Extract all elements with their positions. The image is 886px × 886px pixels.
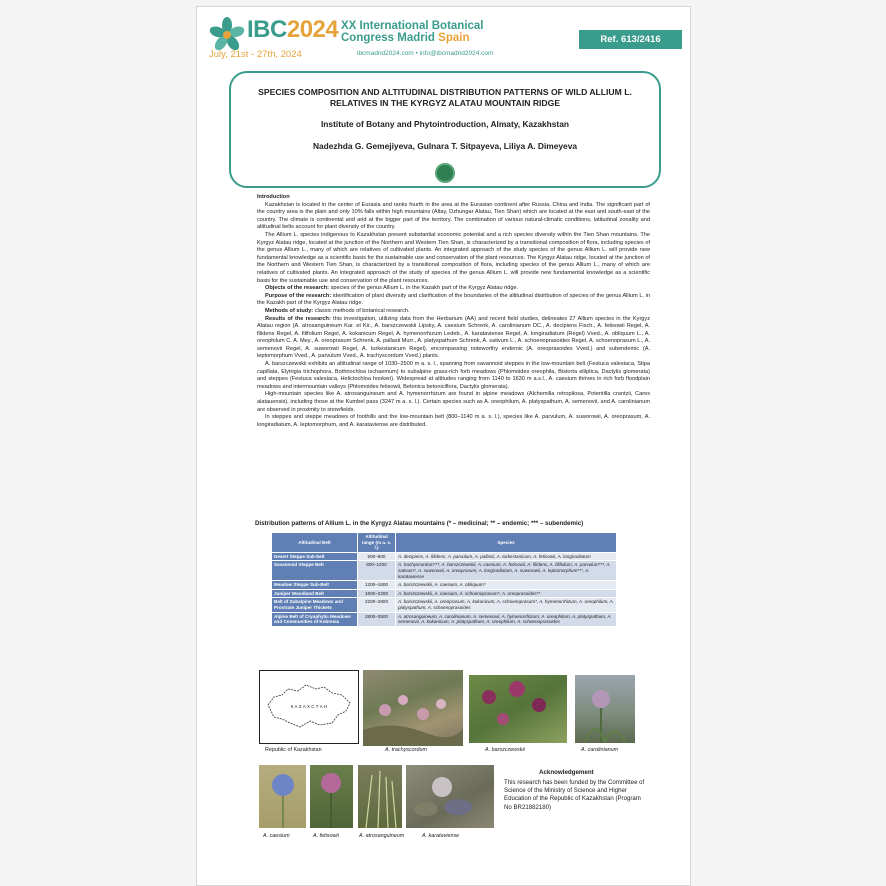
- caption-fetisowii: A. fetisowii: [313, 833, 339, 839]
- kazakhstan-map: [259, 670, 359, 744]
- range-cell: 2800–3500: [358, 612, 396, 626]
- plant-photo-icon: [363, 670, 463, 746]
- table-row: [272, 589, 617, 598]
- caption-carolinianum: A. carolinianum: [581, 747, 619, 753]
- plant-photo-icon: [310, 765, 353, 828]
- results-paragraph-3: High-mountain species like A. atrosanguineum and A. hymenorrhizum are found in alpine meadows (Alchemilla retropilosa, Potentilla crantzii, Carex alatauensis), including those at the Kumbel pass (3247 m a. s. l.). Certain species such as A. oreophilum, A. platyspathum, A. semenovii, and A. carolinianum are observed in proximity to snowfields.: [257, 391, 650, 413]
- title-box: [229, 71, 661, 188]
- photo-carolinianum: [575, 675, 635, 743]
- table-header-row: [272, 533, 617, 553]
- range-cell: 1200–1600: [358, 581, 396, 590]
- authors: Nadezhda G. Gemejiyeva, Gulnara T. Sitpayeva, Liliya A. Dimeyeva: [312, 141, 578, 151]
- range-cell: 800–1200: [358, 561, 396, 581]
- objects-paragraph: Objects of the research: species of the genus Allium L. in the Kazakh part of the Kyrgyz Alatau ridge.: [265, 285, 519, 292]
- header-belt: Altitudinal Belt: [272, 533, 358, 553]
- affiliation: Institute of Botany and Phytointroduction, Almaty, Kazakhstan: [320, 119, 569, 129]
- range-cell: 2200–2800: [358, 598, 396, 612]
- belt-cell: Alpine Belt of Cryophytic Meadows and Communities of Kobresia: [272, 612, 358, 626]
- caption-atrosanguineum: A. atrosanguineum: [359, 833, 405, 839]
- purpose-paragraph: Purpose of the research: identification of plant diversity and clarification of the boundaries of the altitudinal distribution of species of the genus Allium L. in the Kazakh part of the Kyrgyz Alatau ridge.: [257, 292, 650, 307]
- belt-cell: Meadow Steppe Sub-Belt: [272, 581, 358, 590]
- methods-paragraph: Methods of study: classic methods of botanical research.: [265, 307, 410, 314]
- species-cell: A. barszczewskii, A. caesium, A. obliquum*: [396, 581, 617, 590]
- table-row: [272, 612, 617, 626]
- map-outline-icon: [260, 671, 358, 743]
- plant-photo-icon: [575, 675, 635, 743]
- intro-heading: Introduction: [257, 194, 290, 200]
- ibc-logo-text: IBC2024: [247, 16, 339, 43]
- caption-karataviense: A. karataviense: [422, 833, 460, 839]
- table-row: [272, 581, 617, 590]
- results-paragraph-4: In steppes and steppe meadows of foothills and the low-mountain belt (800–1140 m a. s. l.), species like A. parvulum, A. suworowii, A. oreoprasum, A. longiradiatum, A. leptomorphum, and A. karataviense are distributed.: [257, 414, 650, 428]
- poster-title: SPECIES COMPOSITION AND ALTITUDINAL DISTRIBUTION PATTERNS OF WILD ALLIUM L. RELATIVES IN THE KYRGYZ ALATAU MOUNTAIN RIDGE: [258, 87, 632, 108]
- acknowledgement-text: This research has been funded by the Committee of Science of the Ministry of Science and Higher Education of the Republic of Kazakhstan (Program No BR21882180): [504, 779, 645, 811]
- header-range: Altitudinal range (m a. s. l.): [358, 533, 396, 553]
- species-cell: A. trachyscordum***, A. barszczewskii, A. caesium, A. fetisowii, A. filidens, A. filifolium, A. parvulum***, A. sativum*, A. suworowii, A. oreoprasum, A. longiradiatum, A. suworowii, A. leptomorphum***, A. karataviense: [396, 561, 617, 581]
- belt-cell: Desert Steppe Sub-belt: [272, 552, 358, 561]
- map-caption: Republic of Kazakhstan: [265, 747, 322, 753]
- distribution-table: [271, 532, 617, 627]
- ibc-flower-logo-icon: [209, 17, 245, 53]
- intro-paragraph-1: Kazakhstan is located in the center of Eurasia and ranks fourth in the area at the Eurasian continent after Russia, China and India. The significant part of the country area is the plain and only 10% falls within high mountains (Altay, Dzhungar Alatau, Tien Shan) which are located at the east and south-east of the country. The climate is continental and arid at the bigger part of the territory. The combination of various natural-climatic conditions, latitudinal zonality and altitudinal belts account for plant diversity of the country.: [257, 201, 650, 231]
- table-row: [272, 561, 617, 581]
- photo-fetisowii: [310, 765, 353, 828]
- belt-cell: Savannoid Steppe Belt: [272, 561, 358, 581]
- belt-cell: Belt of Subalpine Meadows and Prostrate Juniper Thickets: [272, 598, 358, 612]
- intro-paragraph-2: The Allium L. species indigenous to Kazakhstan present substantial economic potential and a rich species diversity within the Tien Shan mountains. The Kyrgyz Alatau ridge, located at the junction of the Northern and Western Tien Shan, is characterized by a transitional composition of flora, including species of the genus Allium L., many of which are relatives of cultivated plants. An integrated approach of the study species of the genus Allium L. will provide new fundamental knowledge as a scientific basis for the sustainable use and conservation of the plant resources. The Kyrgyz Alatau ridge, located at the junction of the Northern and Western Tien Shan, is characterized by a transitional composition of flora, including species of the genus Allium L., many of which are relatives of cultivated plants. An integrated approach of the study of species of the genus Allium L. will provide new fundamental knowledge as a scientific basis for the sustainable use and conservation of the plant resources.: [257, 231, 650, 284]
- map-label: К А З А Х С Т А Н: [290, 704, 328, 709]
- results-paragraph: Results of the research: this investigation, utilizing data from the Herbarium (AA) and recent field studies, delineates 27 Allium species in the Kyrgyz Alatau region (A. atrosanguineum Kar. et Kir., A. barszczewskii Lipsky, A. caesium Schrenk, A. carolinianum DC., A. decipiens Fisch., A. fetisowii Regel, A. filidens Regel, A. filifolium Regel, A. kokanicum Regel, A. hymenorrhizum Ledeb., A. karataviense Regel, A. longiradiatum (Regel) Vved., A. obliquum L., A. oreophilum C. A. Mey., A. oreoprasum Schrenk, A. pallasii Murr., A. platyspathum Schrenk, A. sativum L., A. schoenoprasoides Regel, A. schoenoprasum L., A. semenovii Regel, A. suworowii Regel, A. turkestanicum Regel), encompassing noteworthy endemic (A. oreoprasoides Vved.) and subendemic (A. leptomorphum Vved., A. parvulum Vved., A. trachyscordum Vved.) plants.: [257, 315, 651, 360]
- photo-caesium: [259, 765, 306, 828]
- photo-karataviense: [406, 765, 494, 828]
- plant-photo-icon: [259, 765, 306, 828]
- caption-barszczewskii: A. barszczewskii: [485, 747, 525, 753]
- range-cell: 500–800: [358, 552, 396, 561]
- results-paragraph-2: A. barszczewskii exhibits an altitudinal range of 1030–2500 m a. s. l., spanning from savannoid steppes in the low-mountain belt (Festuca valesiaca, Stipa capillata, Elytrigia trichophora, Bothriochloa ischaemum) to subalpine grass-rich forb meadows (Phlomoides oreophila, Bistorta elliptica, Dactylis glomerata) and steppes (Festuca valesiaca, Helictochloa hookeri). Widespread at altitudes ranging from 1140 to 1630 m a.s.l., A. caesium thrives in rich forb floodplain meadows and intermountain valleys (Phlomoides fetisowii, Betonica betoniciflora, Dactylis glomerata).: [257, 361, 650, 390]
- photo-atrosanguineum: [358, 765, 402, 828]
- species-cell: A. barszczewskii, A. caesium, A. schoenoprasum*, A. oreoprasoides**: [396, 589, 617, 598]
- table-row: [272, 598, 617, 612]
- table-title: Distribution patterns of Allium L. in the Kyrgyz Alatau mountains (* – medicinal; ** – endemic; *** – subendemic): [255, 520, 584, 527]
- photo-trachyscordum: [363, 670, 463, 746]
- plant-photo-icon: [469, 675, 567, 743]
- plant-photo-icon: [358, 765, 402, 828]
- institute-seal-icon: [435, 163, 455, 183]
- photo-barszczewskii: [469, 675, 567, 743]
- belt-cell: Juniper Woodland Belt: [272, 589, 358, 598]
- poster: [196, 6, 691, 886]
- plant-photo-icon: [406, 765, 494, 828]
- range-cell: 1600–2200: [358, 589, 396, 598]
- species-cell: A. atrosanguineum, A. carolinianum, A. semenovii, A. hymenorrhizum, A. oreophilum, A. platyspathum, A. semenovii, A. kokanicum, A. platyspathum, A. oreophilum, A. schoenoprasoides: [396, 612, 617, 626]
- congress-website: ibcmadrid2024.com • info@ibcmadrid2024.com: [357, 50, 494, 57]
- poster-body: [257, 194, 650, 429]
- acknowledgement-heading: Acknowledgement: [539, 769, 594, 776]
- species-cell: A. barszczewskii, A. oreoprasum, A. kokanicum, A. schoenoprasum*, A. hymenorrhizum, A. oreophilum, A. platyspathum, A. schoenoprasoides: [396, 598, 617, 612]
- species-cell: A. decipiens, A. filidens, A. parvulum, A. pallasii, A. turkestanicum, A. fetisowii, A. longiradiatum: [396, 552, 617, 561]
- caption-trachyscordum: A. trachyscordum: [385, 747, 427, 753]
- reference-badge: Ref. 613/2416: [579, 30, 682, 49]
- congress-name: XX International Botanical Congress Madrid Spain: [341, 20, 484, 44]
- header-species: Species: [396, 533, 617, 553]
- congress-dates: July, 21st - 27th, 2024: [209, 49, 302, 60]
- caption-caesium: A. caesium: [263, 833, 290, 839]
- table-row: [272, 552, 617, 561]
